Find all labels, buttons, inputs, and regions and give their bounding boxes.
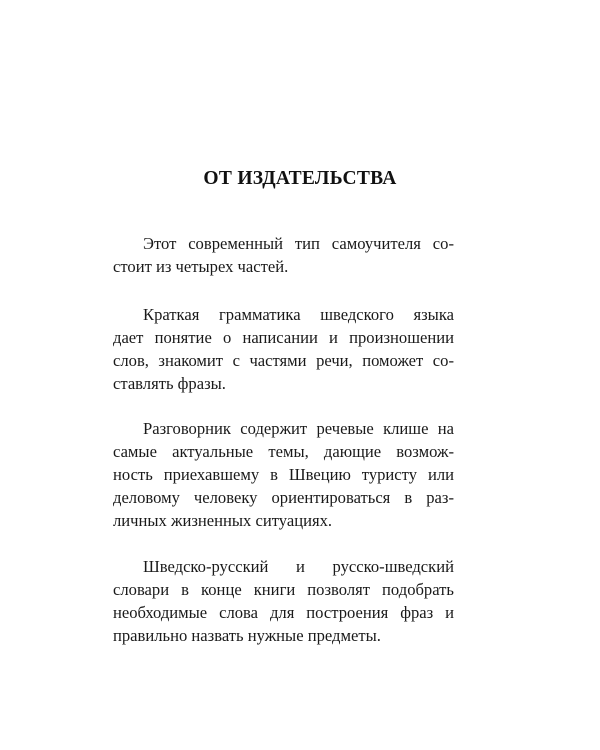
text-line: личных жизненных ситуациях. [113,511,333,530]
paragraph-4 [113,555,454,647]
text-line: ставлять фразы. [113,374,226,393]
text-line: самые актуальные темы, дающие возмож- [113,442,454,461]
paragraph-1 [113,232,454,278]
text-line: Краткая грамматика шведского языка [143,305,454,324]
text-line: ность приехавшему в Швецию туристу или [113,465,454,484]
text-line: словари в конце книги позволят подобрать [113,580,454,599]
text-line: Разговорник содержит речевые клише на [143,419,454,438]
text-line: слов, знакомит с частями речи, поможет со- [113,351,454,370]
text-line: стоит из четырех частей. [113,257,289,276]
paragraph-3 [113,417,454,532]
text-line: Этот современный тип самоучителя со- [143,234,454,253]
text-line: Шведско-русский и русско-шведский [143,557,454,576]
text-line: необходимые слова для построения фраз и [113,603,454,622]
paragraph-2 [113,303,454,395]
text-line: деловому человеку ориентироваться в раз- [113,488,454,507]
page-heading: ОТ ИЗДАТЕЛЬСТВА [203,168,397,189]
text-line: правильно назвать нужные предметы. [113,626,381,645]
text-line: дает понятие о написании и произношении [113,328,454,347]
